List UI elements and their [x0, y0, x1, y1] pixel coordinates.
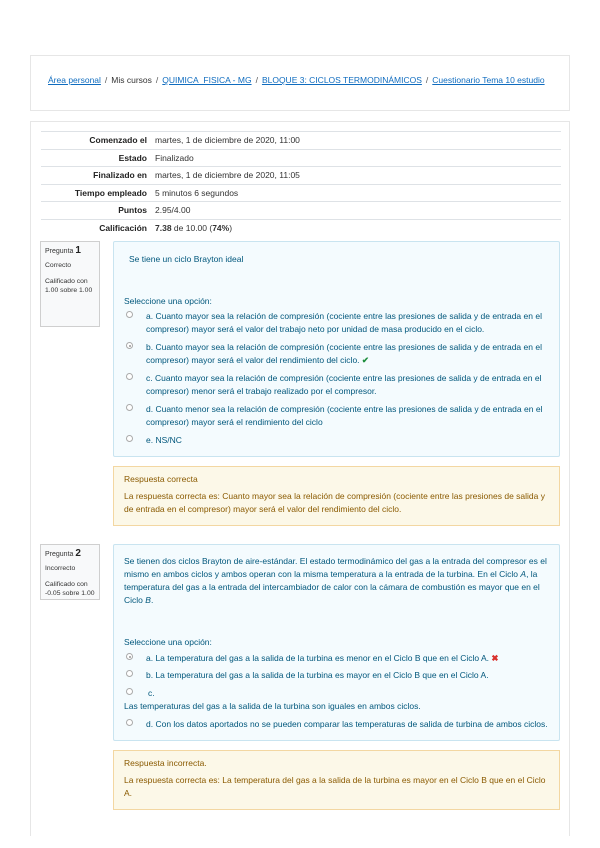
question-2-box	[113, 544, 560, 741]
breadcrumb-course-link[interactable]: QUIMICA_FISICA - MG	[162, 75, 252, 85]
answer-option-a[interactable]	[126, 310, 551, 336]
summary-value: martes, 1 de diciembre de 2020, 11:05	[151, 167, 561, 185]
option-text: a. Cuanto mayor sea la relación de compresión (cociente entre las presiones de salida y de entrada en el compresor) mayor será el valor del trabajo neto por unidad de masa producido en el ciclo.	[146, 311, 542, 334]
answer-prompt: Seleccione una opción:	[124, 296, 212, 306]
option-text: b. La temperatura del gas a la salida de la turbina es mayor en el Ciclo B que en el Ciclo A.	[146, 670, 489, 680]
question-text	[124, 555, 549, 607]
option-text-line2: Las temperaturas del gas a la salida de la turbina son iguales en ambos ciclos.	[124, 701, 421, 711]
question-state: Correcto	[45, 262, 72, 269]
question-number	[45, 548, 95, 559]
answer-option-c[interactable]	[126, 372, 551, 398]
question-text-ciclo-b: B	[145, 595, 151, 605]
answer-option-e[interactable]	[126, 434, 551, 447]
feedback-title: Respuesta correcta	[124, 474, 198, 484]
option-text: b. Cuanto mayor sea la relación de compresión (cociente entre las presiones de salida y de entrada en el compresor) mayor será el valor del rendimiento del ciclo.	[146, 342, 542, 365]
question-number	[45, 245, 95, 256]
breadcrumb-separator: /	[255, 75, 258, 85]
radio-c[interactable]	[126, 373, 133, 380]
answer-option-c[interactable]	[126, 687, 551, 713]
breadcrumb-section-link[interactable]: BLOQUE 3: CICLOS TERMODINÁMICOS	[261, 75, 422, 85]
radio-a[interactable]	[126, 311, 133, 318]
question-number-value: 1	[75, 245, 81, 256]
summary-value: Finalizado	[151, 149, 561, 167]
option-text: d. Con los datos aportados no se pueden comparar las temperaturas de salida de turbina de ambos ciclos.	[146, 719, 548, 729]
question-grade: Calificado con -0.05 sobre 1.00	[45, 581, 95, 597]
summary-label: Calificación	[41, 219, 151, 236]
summary-label: Estado	[41, 149, 151, 167]
summary-label: Puntos	[41, 202, 151, 220]
summary-label: Comenzado el	[41, 132, 151, 150]
summary-row	[41, 202, 561, 220]
feedback-text: La respuesta correcta es: Cuanto mayor sea la relación de compresión (cociente entre las presiones de salida y de entrada en el compresor) mayor será el valor del rendimiento del ciclo.	[124, 491, 545, 514]
grade-close: )	[229, 222, 233, 233]
option-text: c.	[148, 688, 155, 698]
question-text-part: , la temperatura del gas a la entrada del intercambiador de calor con la cámara de combustión es mayor que en el Ciclo	[124, 569, 540, 605]
summary-label: Tiempo empleado	[41, 184, 151, 202]
attempt-summary-table	[41, 131, 561, 236]
summary-value: 2.95/4.00	[151, 202, 561, 220]
answer-option-d[interactable]	[126, 718, 551, 731]
answer-option-d[interactable]	[126, 403, 551, 429]
question-text: Se tiene un ciclo Brayton ideal	[129, 254, 244, 264]
breadcrumb-separator: /	[425, 75, 429, 85]
breadcrumb-home-link[interactable]: Área personal	[48, 75, 101, 85]
question-prefix: Pregunta	[45, 551, 74, 558]
summary-label: Finalizado en	[41, 167, 151, 185]
question-text-ciclo-a: A	[520, 569, 527, 579]
grade-score: 7.38	[155, 222, 172, 233]
radio-d[interactable]	[126, 404, 133, 411]
question-prefix: Pregunta	[45, 248, 74, 255]
answer-option-a[interactable]	[126, 652, 551, 665]
answer-prompt: Seleccione una opción:	[124, 637, 212, 647]
question-text-part: .	[150, 595, 154, 605]
summary-row	[41, 132, 561, 150]
breadcrumb	[48, 75, 545, 85]
grade-value	[151, 219, 561, 236]
question-state: Incorrecto	[45, 565, 76, 572]
option-text: c. Cuanto mayor sea la relación de compresión (cociente entre las presiones de salida y de entrada en el compresor) menor será el trabajo realizado por el compresor.	[146, 373, 542, 396]
option-text: d. Cuanto menor sea la relación de compresión (cociente entre las presiones de salida y de entrada en el compresor) mayor será el rendimiento del ciclo	[146, 404, 543, 427]
breadcrumb-separator: /	[155, 75, 159, 85]
breadcrumb-quiz-link[interactable]: Cuestionario Tema 10 estudio	[432, 75, 545, 85]
question-2-info	[40, 544, 100, 600]
radio-a[interactable]	[126, 653, 133, 660]
question-number-value: 2	[75, 548, 81, 559]
summary-row	[41, 167, 561, 185]
summary-row	[41, 219, 561, 236]
option-text: a. La temperatura del gas a la salida de la turbina es menor en el Ciclo B que en el Ciclo A.	[146, 653, 490, 663]
radio-c[interactable]	[126, 688, 133, 695]
grade-percent: 74%	[212, 222, 230, 233]
radio-b[interactable]	[126, 670, 133, 677]
option-text: e. NS/NC	[146, 435, 182, 445]
summary-value: 5 minutos 6 segundos	[151, 184, 561, 202]
question-1-box	[113, 241, 560, 457]
incorrect-cross-icon: ✖	[491, 653, 499, 663]
correct-check-icon: ✔	[361, 355, 370, 365]
radio-b[interactable]	[126, 342, 133, 349]
answer-option-b[interactable]	[126, 669, 551, 682]
summary-row	[41, 184, 561, 202]
summary-row	[41, 149, 561, 167]
breadcrumb-card	[30, 55, 570, 111]
question-2-feedback	[113, 750, 560, 810]
radio-d[interactable]	[126, 719, 133, 726]
question-1-feedback	[113, 466, 560, 526]
question-text-part: Se tienen dos ciclos Brayton de aire-estándar. El estado termodinámico del gas a la entrada del compresor es el mismo en ambos ciclos y ambos operan con la misma temperatura a la entrada de la turbina. En el Ciclo	[124, 556, 547, 579]
summary-value: martes, 1 de diciembre de 2020, 11:00	[151, 132, 561, 150]
feedback-title: Respuesta incorrecta.	[124, 758, 207, 768]
breadcrumb-separator: /	[104, 75, 108, 85]
grade-of: de 10.00 (	[173, 222, 213, 233]
question-grade: Calificado con 1.00 sobre 1.00	[45, 278, 93, 294]
answer-option-b[interactable]	[126, 341, 551, 367]
feedback-text: La respuesta correcta es: La temperatura del gas a la salida de la turbina es mayor en el Ciclo B que en el Ciclo A.	[124, 775, 546, 798]
question-1-info	[40, 241, 100, 327]
breadcrumb-courses: Mis cursos	[111, 75, 152, 85]
radio-e[interactable]	[126, 435, 133, 442]
